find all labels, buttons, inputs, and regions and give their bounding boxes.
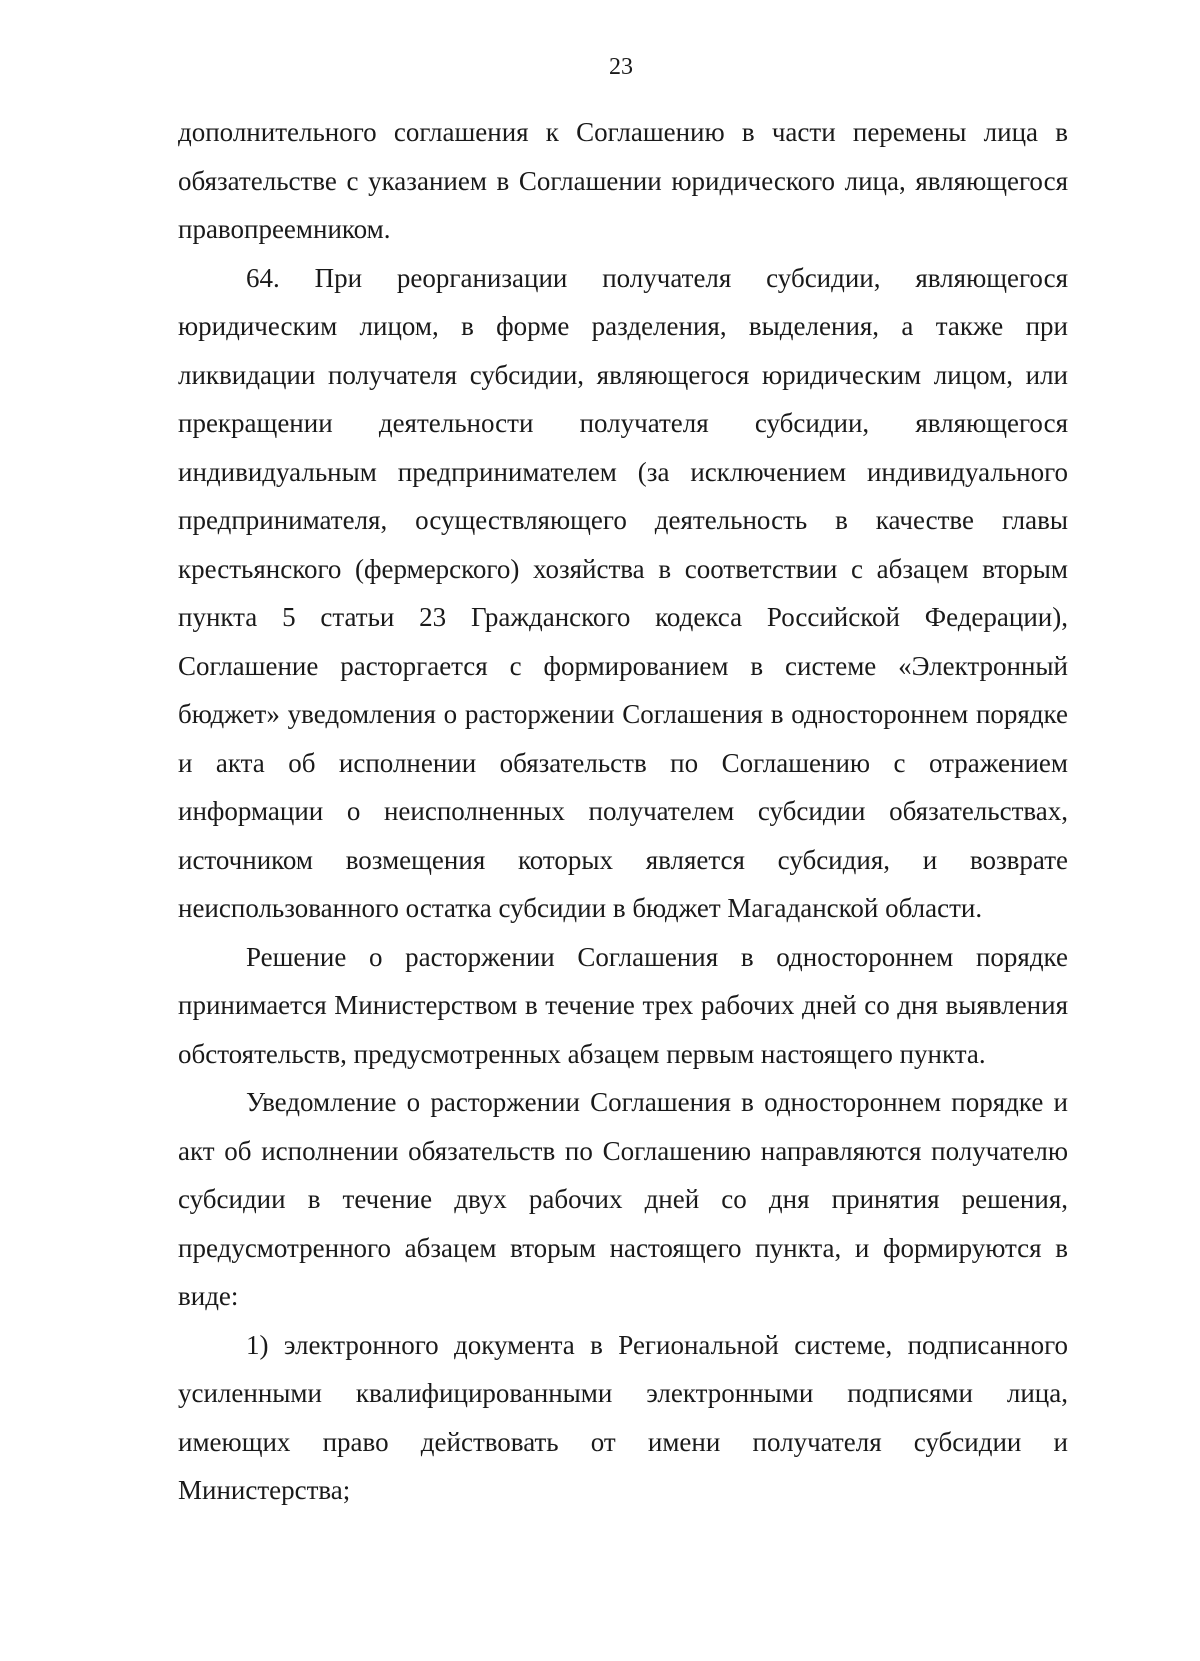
paragraph-subitem-1: 1) электронного документа в Региональной системе, подписанного усиленными квалифицированными электронными подписями лица, имеющих право действовать от имени получателя субсидии и Министерства;: [178, 1329, 1068, 1505]
paragraph-continuation: дополнительного соглашения к Соглашению в части перемены лица в обязательстве с указанием в Соглашении юридического лица, являющегося правопреемником.: [178, 117, 1068, 244]
paragraph-item-64: 64. При реорганизации получателя субсидии, являющегося юридическим лицом, в форме разделения, выделения, а также при ликвидации получателя субсидии, являющегося юридическим лицом, или прекращении деятельности получателя субсидии, являющегося индивидуальным предпринимателем (за исключением индивидуального предпринимателя, осуществляющего деятельность в качестве главы крестьянского (фермерского) хозяйства в соответствии с абзацем вторым пункта 5 статьи 23 Гражданского кодекса Российской Федерации), Соглашение расторгается с формированием в системе «Электронный бюджет» уведомления о расторжении Соглашения в одностороннем порядке и акта об исполнении обязательств по Соглашению с отражением информации о неисполненных получателем субсидии обязательствах, источником возмещения которых является субсидия, и возврате неиспользованного остатка субсидии в бюджет Магаданской области.: [178, 262, 1068, 923]
paragraph-notification: Уведомление о расторжении Соглашения в одностороннем порядке и акт об исполнении обязательств по Соглашению направляются получателю субсидии в течение двух рабочих дней со дня принятия решения, предусмотренного абзацем вторым настоящего пункта, и формируются в виде:: [178, 1087, 1068, 1311]
page-number: 23: [609, 54, 633, 80]
document-body: [178, 108, 1068, 1515]
paragraph-decision: Решение о расторжении Соглашения в одностороннем порядке принимается Министерством в течение трех рабочих дней со дня выявления обстоятельств, предусмотренных абзацем первым настоящего пункта.: [178, 941, 1068, 1069]
